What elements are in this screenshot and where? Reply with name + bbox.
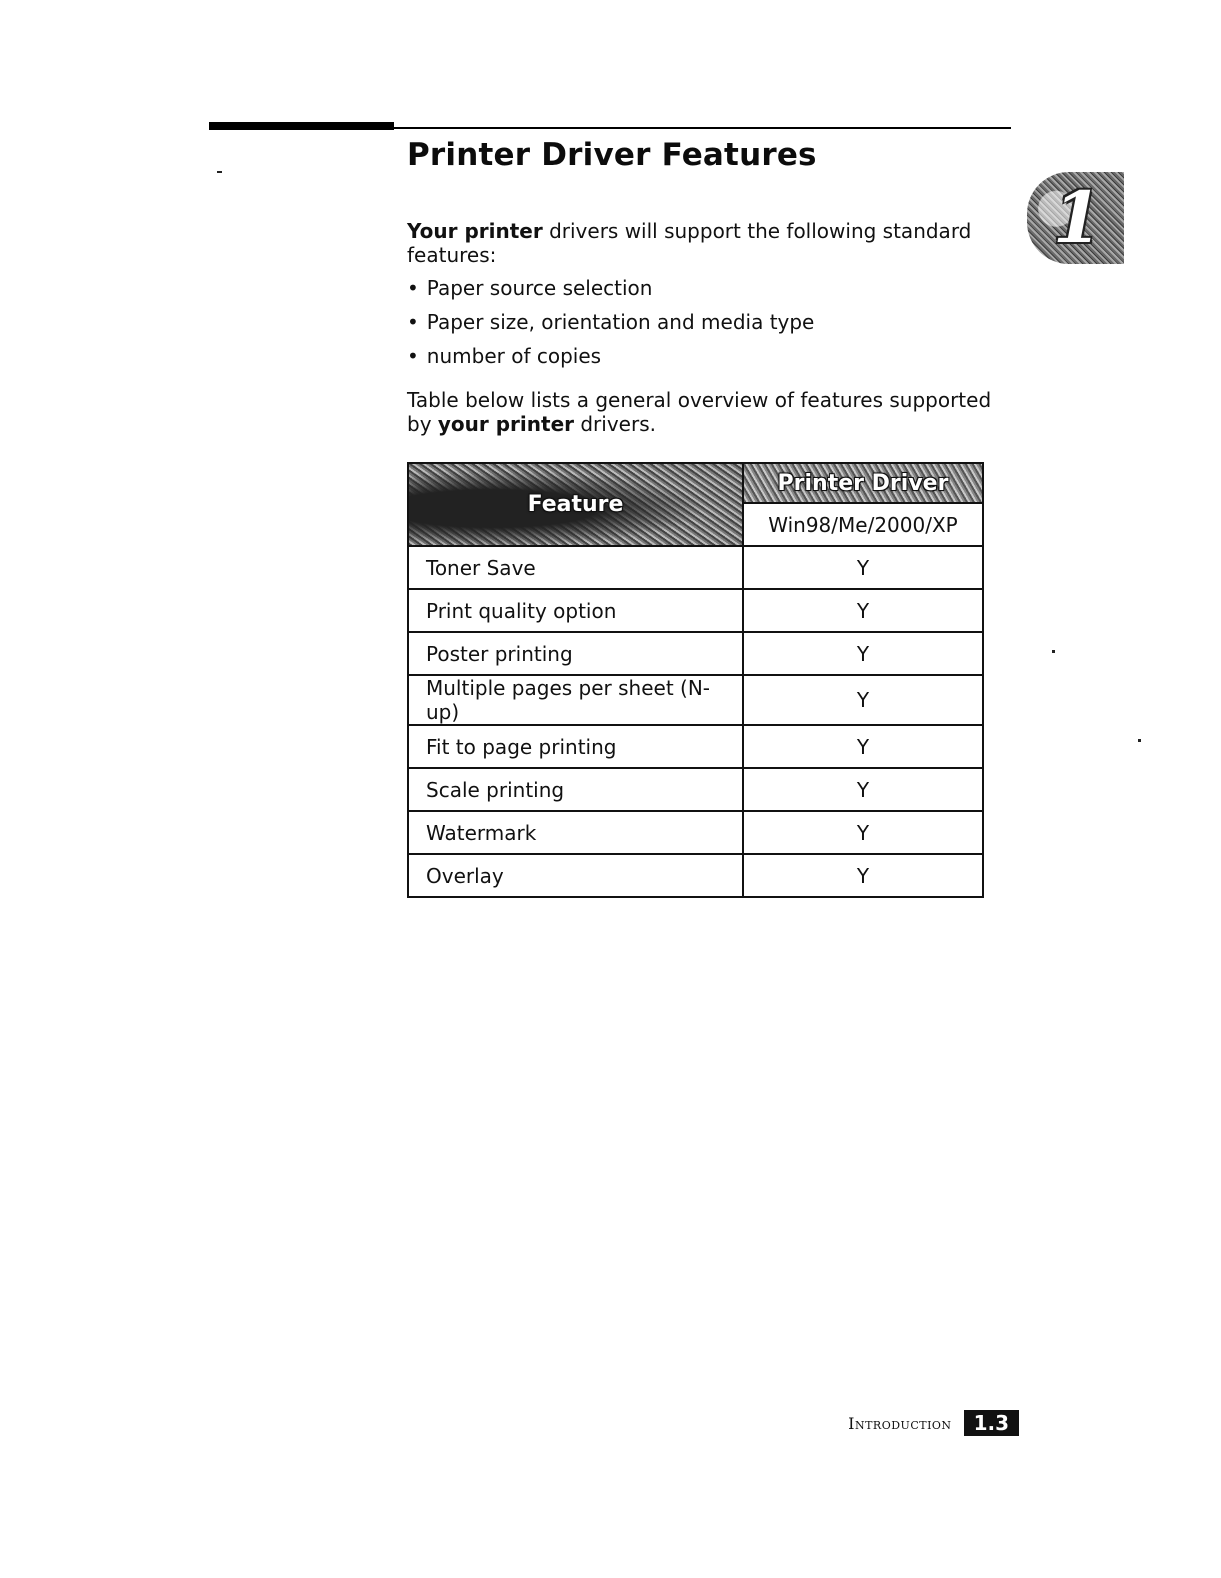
page-title: Printer Driver Features: [407, 137, 817, 173]
page-number-badge: 1.3: [964, 1410, 1019, 1436]
footer-section-label: Introduction: [848, 1413, 952, 1433]
chapter-tab: [1027, 172, 1124, 264]
features-table: [407, 462, 984, 898]
support-cell: Y: [743, 675, 983, 725]
table-row: [408, 675, 983, 725]
support-cell: Y: [743, 546, 983, 589]
intro-text: drivers will support the following standard features:: [407, 219, 972, 267]
table-row: [408, 589, 983, 632]
page-footer: [848, 1410, 1019, 1436]
header-rule-thick: [209, 122, 394, 130]
chapter-number: 1: [1053, 176, 1102, 259]
intro-paragraph: [407, 219, 987, 267]
scan-mark: [217, 171, 222, 173]
table-row: [408, 546, 983, 589]
list-item: • Paper size, orientation and media type: [407, 310, 814, 344]
header-rule-thin: [394, 127, 1011, 129]
support-cell: Y: [743, 854, 983, 897]
feature-cell: Watermark: [408, 811, 743, 854]
support-cell: Y: [743, 632, 983, 675]
feature-cell: Scale printing: [408, 768, 743, 811]
feature-cell: Fit to page printing: [408, 725, 743, 768]
support-cell: Y: [743, 768, 983, 811]
table-header-feature: [408, 463, 743, 546]
paragraph2-tail: drivers.: [574, 412, 656, 436]
list-item: • Paper source selection: [407, 276, 814, 310]
intro-bold-lead: Your printer: [407, 219, 543, 243]
support-cell: Y: [743, 811, 983, 854]
table-row: [408, 768, 983, 811]
feature-bullet-list: [407, 276, 814, 378]
table-header-driver: [743, 463, 983, 503]
support-cell: Y: [743, 589, 983, 632]
support-cell: Y: [743, 725, 983, 768]
table-row: [408, 854, 983, 897]
scan-speck: [1138, 739, 1141, 742]
feature-cell: Toner Save: [408, 546, 743, 589]
feature-cell: Poster printing: [408, 632, 743, 675]
table-row: [408, 632, 983, 675]
header-driver-label: Printer Driver: [777, 470, 949, 496]
header-feature-label: Feature: [527, 492, 624, 517]
table-intro-paragraph: [407, 388, 1007, 436]
paragraph2-bold: your printer: [437, 412, 574, 436]
scan-speck: [1052, 650, 1055, 653]
feature-cell: Print quality option: [408, 589, 743, 632]
paragraph2-text: Table below lists a general overview of features supported by: [407, 388, 992, 436]
table-subheader-os: Win98/Me/2000/XP: [743, 503, 983, 546]
feature-cell: Overlay: [408, 854, 743, 897]
table-row: [408, 811, 983, 854]
table-row: [408, 725, 983, 768]
list-item: • number of copies: [407, 344, 814, 378]
feature-cell: Multiple pages per sheet (N-up): [408, 675, 743, 725]
